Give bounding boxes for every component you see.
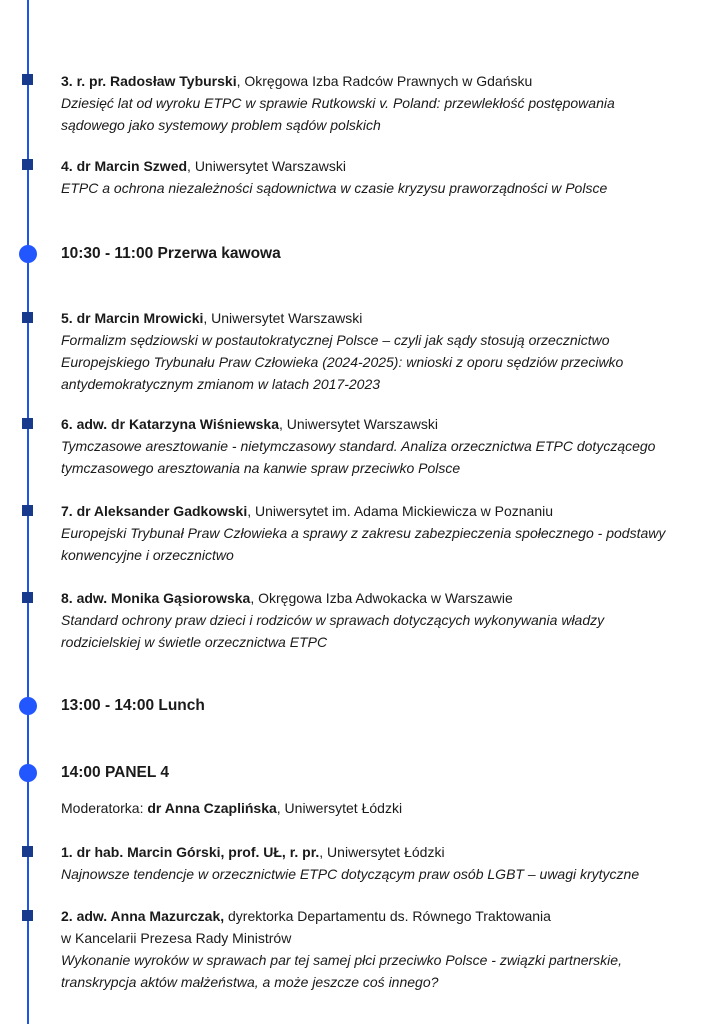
speaker-name: 2. adw. Anna Mazurczak, — [61, 908, 225, 924]
timeline-marker — [22, 74, 33, 85]
talk-title: Najnowsze tendencje w orzecznictwie ETPC dotyczącym praw osób LGBT – uwagi krytyczne — [61, 866, 640, 882]
break-heading: 10:30 - 11:00 Przerwa kawowa — [61, 245, 281, 262]
talk-title: tymczasowego aresztowania na kanwie spraw przeciwko Polsce — [61, 460, 461, 476]
speaker-name: 1. dr hab. Marcin Górski, prof. UŁ, r. pr. — [61, 844, 320, 860]
speaker-affiliation: , Uniwersytet Warszawski — [187, 158, 346, 174]
agenda-entry — [61, 70, 701, 136]
speaker-affiliation-line2: w Kancelarii Prezesa Rady Ministrów — [61, 930, 292, 946]
timeline-marker — [22, 910, 33, 921]
talk-title: konwencyjne i orzecznictwo — [61, 547, 234, 563]
agenda-entry — [61, 307, 701, 395]
speaker-name: 6. adw. dr Katarzyna Wiśniewska — [61, 416, 279, 432]
moderator-line — [61, 797, 402, 819]
talk-title: Europejskiego Trybunału Praw Człowieka (2024-2025): wnioski z oporu sędziów przeciwko — [61, 354, 624, 370]
speaker-name: 7. dr Aleksander Gadkowski — [61, 503, 248, 519]
speaker-affiliation: , Okręgowa Izba Adwokacka w Warszawie — [250, 590, 513, 606]
talk-title: sądowego jako systemowy problem sądów polskich — [61, 117, 381, 133]
speaker-affiliation: , Uniwersytet Warszawski — [279, 416, 438, 432]
timeline-marker — [22, 418, 33, 429]
agenda-entry — [61, 413, 701, 479]
timeline-dot — [19, 697, 37, 715]
talk-title: Formalizm sędziowski w postautokratycznej Polsce – czyli jak sądy stosują orzecznictwo — [61, 332, 610, 348]
moderator-affiliation: , Uniwersytet Łódzki — [276, 800, 403, 816]
agenda-entry — [61, 155, 701, 199]
timeline-marker — [22, 505, 33, 516]
moderator-prefix: Moderatorka: — [61, 800, 148, 816]
timeline-marker — [22, 592, 33, 603]
panel-heading: 14:00 PANEL 4 — [61, 764, 169, 781]
talk-title: Tymczasowe aresztowanie - nietymczasowy standard. Analiza orzecznictwa ETPC dotyczącego — [61, 438, 656, 454]
talk-title: Dziesięć lat od wyroku ETPC w sprawie Rutkowski v. Poland: przewlekłość postępowania — [61, 95, 615, 111]
timeline-marker — [22, 312, 33, 323]
moderator-name: dr Anna Czaplińska — [147, 800, 277, 816]
talk-title: antydemokratycznym zmianom w latach 2017-2023 — [61, 376, 381, 392]
agenda-entry — [61, 841, 701, 885]
speaker-name: 4. dr Marcin Szwed — [61, 158, 188, 174]
speaker-affiliation: dyrektorka Departamentu ds. Równego Traktowania — [224, 908, 551, 924]
talk-title: rodzicielskiej w świetle orzecznictwa ETPC — [61, 634, 328, 650]
break-heading: 13:00 - 14:00 Lunch — [61, 697, 205, 714]
speaker-affiliation: , Uniwersytet im. Adama Mickiewicza w Poznaniu — [247, 503, 554, 519]
talk-title: transkrypcja aktów małżeństwa, a może jeszcze coś innego? — [61, 974, 439, 990]
speaker-affiliation: , Uniwersytet Łódzki — [319, 844, 445, 860]
talk-title: Europejski Trybunał Praw Człowieka a sprawy z zakresu zabezpieczenia społecznego - podstawy — [61, 525, 666, 541]
timeline-dot — [19, 245, 37, 263]
timeline-marker — [22, 159, 33, 170]
talk-title: Standard ochrony praw dzieci i rodziców w sprawach dotyczących wykonywania władzy — [61, 612, 605, 628]
speaker-affiliation: , Okręgowa Izba Radców Prawnych w Gdańsku — [236, 73, 533, 89]
speaker-name: 3. r. pr. Radosław Tyburski — [61, 73, 237, 89]
speaker-affiliation: , Uniwersytet Warszawski — [203, 310, 363, 326]
agenda-entry — [61, 587, 701, 653]
timeline-dot — [19, 764, 37, 782]
agenda-entry — [61, 905, 701, 993]
speaker-name: 8. adw. Monika Gąsiorowska — [61, 590, 251, 606]
agenda-entry — [61, 500, 701, 566]
timeline-marker — [22, 846, 33, 857]
talk-title: ETPC a ochrona niezależności sądownictwa w czasie kryzysu praworządności w Polsce — [61, 180, 608, 196]
speaker-name: 5. dr Marcin Mrowicki — [61, 310, 204, 326]
talk-title: Wykonanie wyroków w sprawach par tej samej płci przeciwko Polsce - związki partnerskie, — [61, 952, 622, 968]
